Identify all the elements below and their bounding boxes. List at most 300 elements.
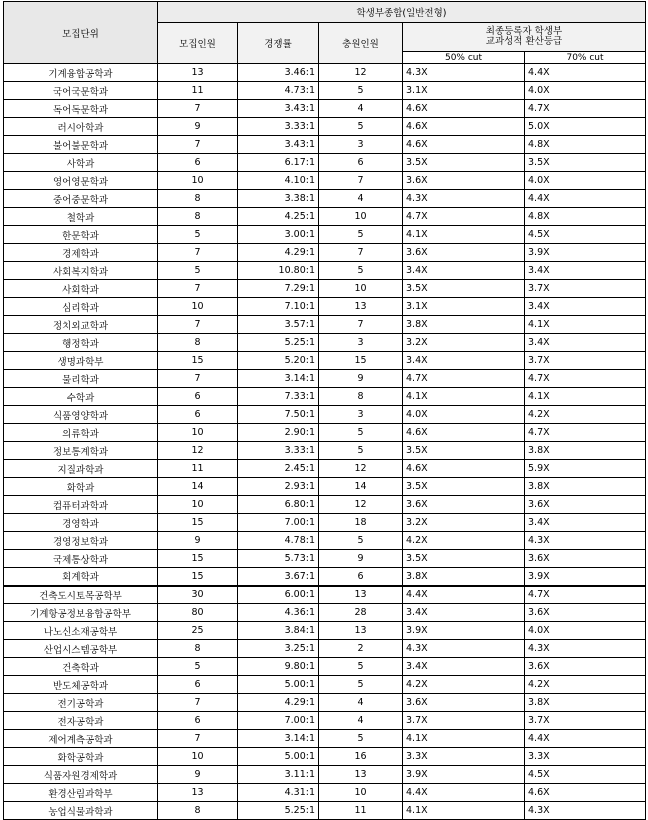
department-cell: 전자공학과 [4,712,158,730]
table-row [4,208,646,226]
department-cell: 기계항공정보융합공학부 [4,604,158,622]
grade50-cell: 4.7X [403,370,525,388]
grade70-cell: 4.1X [525,316,646,334]
header-grade-line2: 교과성적 환산등급 [485,36,563,47]
table-row [4,712,646,730]
rate-cell: 3.43:1 [238,136,319,154]
rate-cell: 6.17:1 [238,154,319,172]
department-cell: 화학과 [4,478,158,496]
table-row [4,694,646,712]
quota-cell: 5 [158,262,238,280]
grade50-cell: 4.0X [403,406,525,424]
extra-cell: 5 [319,82,403,100]
grade50-cell: 4.2X [403,532,525,550]
quota-cell: 9 [158,118,238,136]
rate-cell: 3.14:1 [238,730,319,748]
grade70-cell: 4.8X [525,208,646,226]
grade70-cell: 3.3X [525,748,646,766]
rate-cell: 3.46:1 [238,64,319,82]
table-row [4,64,646,82]
table-row [4,730,646,748]
quota-cell: 7 [158,316,238,334]
quota-cell: 10 [158,748,238,766]
extra-cell: 13 [319,766,403,784]
grade70-cell: 3.4X [525,514,646,532]
grade70-cell: 5.0X [525,118,646,136]
quota-cell: 15 [158,352,238,370]
grade70-cell: 3.6X [525,604,646,622]
quota-cell: 12 [158,442,238,460]
grade70-cell: 4.0X [525,622,646,640]
table-row [4,568,646,586]
department-cell: 반도체공학과 [4,676,158,694]
grade50-cell: 4.6X [403,460,525,478]
quota-cell: 8 [158,802,238,820]
table-row [4,424,646,442]
rate-cell: 7.10:1 [238,298,319,316]
department-cell: 사회복지학과 [4,262,158,280]
extra-cell: 16 [319,748,403,766]
grade70-cell: 4.0X [525,172,646,190]
table-row [4,262,646,280]
rate-cell: 7.00:1 [238,712,319,730]
rate-cell: 3.67:1 [238,568,319,586]
department-cell: 영어영문학과 [4,172,158,190]
grade70-cell: 3.6X [525,550,646,568]
table-row [4,82,646,100]
grade70-cell: 3.4X [525,262,646,280]
grade50-cell: 4.3X [403,640,525,658]
grade50-cell: 3.6X [403,694,525,712]
extra-cell: 5 [319,262,403,280]
department-cell: 경영학과 [4,514,158,532]
extra-cell: 10 [319,280,403,298]
rate-cell: 3.43:1 [238,100,319,118]
grade70-cell: 4.8X [525,136,646,154]
table-row [4,478,646,496]
grade50-cell: 3.4X [403,262,525,280]
department-cell: 중어중문학과 [4,190,158,208]
grade50-cell: 4.7X [403,208,525,226]
rate-cell: 4.73:1 [238,82,319,100]
extra-cell: 7 [319,316,403,334]
table-row [4,352,646,370]
grade50-cell: 3.6X [403,496,525,514]
quota-cell: 15 [158,550,238,568]
department-cell: 컴퓨터과학과 [4,496,158,514]
table-row [4,460,646,478]
grade70-cell: 4.5X [525,226,646,244]
extra-cell: 5 [319,442,403,460]
rate-cell: 3.33:1 [238,442,319,460]
extra-cell: 8 [319,388,403,406]
grade70-cell: 4.7X [525,100,646,118]
table-row [4,388,646,406]
grade50-cell: 3.2X [403,334,525,352]
quota-cell: 10 [158,424,238,442]
extra-cell: 7 [319,244,403,262]
grade50-cell: 3.3X [403,748,525,766]
extra-cell: 9 [319,370,403,388]
grade50-cell: 3.2X [403,514,525,532]
table-row [4,622,646,640]
grade50-cell: 3.8X [403,316,525,334]
quota-cell: 7 [158,694,238,712]
grade50-cell: 4.1X [403,226,525,244]
grade70-cell: 3.9X [525,244,646,262]
grade50-cell: 3.5X [403,154,525,172]
table-row [4,118,646,136]
table-row [4,784,646,802]
grade70-cell: 4.3X [525,802,646,820]
admission-results-table [3,1,646,820]
rate-cell: 3.57:1 [238,316,319,334]
department-cell: 러시아학과 [4,118,158,136]
grade50-cell: 4.1X [403,388,525,406]
grade70-cell: 3.7X [525,712,646,730]
extra-cell: 10 [319,208,403,226]
extra-cell: 3 [319,334,403,352]
grade50-cell: 3.5X [403,550,525,568]
header-grade-line1: 최종등록자 학생부 [485,26,563,37]
department-cell: 화학공학과 [4,748,158,766]
department-cell: 기계융합공학과 [4,64,158,82]
grade70-cell: 4.3X [525,640,646,658]
rate-cell: 5.25:1 [238,334,319,352]
table-row [4,640,646,658]
grade70-cell: 4.7X [525,586,646,604]
rate-cell: 7.29:1 [238,280,319,298]
extra-cell: 14 [319,478,403,496]
rate-cell: 4.10:1 [238,172,319,190]
quota-cell: 6 [158,676,238,694]
table-row [4,316,646,334]
header-rate: 경쟁률 [238,23,319,64]
quota-cell: 8 [158,640,238,658]
department-cell: 심리학과 [4,298,158,316]
grade50-cell: 3.1X [403,298,525,316]
quota-cell: 13 [158,784,238,802]
extra-cell: 13 [319,298,403,316]
extra-cell: 4 [319,712,403,730]
rate-cell: 4.29:1 [238,694,319,712]
grade50-cell: 4.3X [403,64,525,82]
quota-cell: 15 [158,514,238,532]
header-cut50: 50% cut [403,52,525,64]
extra-cell: 13 [319,622,403,640]
department-cell: 국어국문학과 [4,82,158,100]
grade70-cell: 3.9X [525,568,646,586]
grade70-cell: 3.6X [525,496,646,514]
quota-cell: 8 [158,190,238,208]
extra-cell: 5 [319,118,403,136]
department-cell: 행정학과 [4,334,158,352]
table-row [4,172,646,190]
grade50-cell: 3.4X [403,604,525,622]
grade70-cell: 3.4X [525,334,646,352]
rate-cell: 9.80:1 [238,658,319,676]
extra-cell: 5 [319,676,403,694]
quota-cell: 9 [158,532,238,550]
department-cell: 정보통계학과 [4,442,158,460]
department-cell: 경영정보학과 [4,532,158,550]
department-cell: 제어계측공학과 [4,730,158,748]
grade50-cell: 3.7X [403,712,525,730]
department-cell: 나노신소재공학부 [4,622,158,640]
extra-cell: 2 [319,640,403,658]
extra-cell: 10 [319,784,403,802]
grade70-cell: 4.4X [525,64,646,82]
grade70-cell: 4.6X [525,784,646,802]
department-cell: 생명과학부 [4,352,158,370]
department-cell: 사회학과 [4,280,158,298]
department-cell: 식품영양학과 [4,406,158,424]
quota-cell: 25 [158,622,238,640]
quota-cell: 11 [158,82,238,100]
table-row [4,280,646,298]
quota-cell: 11 [158,460,238,478]
rate-cell: 5.20:1 [238,352,319,370]
grade70-cell: 3.7X [525,280,646,298]
grade70-cell: 3.6X [525,658,646,676]
grade70-cell: 4.3X [525,532,646,550]
table-row [4,154,646,172]
quota-cell: 13 [158,64,238,82]
grade50-cell: 4.3X [403,190,525,208]
quota-cell: 7 [158,370,238,388]
grade50-cell: 4.6X [403,100,525,118]
extra-cell: 28 [319,604,403,622]
grade70-cell: 3.8X [525,694,646,712]
rate-cell: 2.45:1 [238,460,319,478]
quota-cell: 7 [158,244,238,262]
table-row [4,532,646,550]
quota-cell: 8 [158,208,238,226]
department-cell: 농업식물과학과 [4,802,158,820]
rate-cell: 7.33:1 [238,388,319,406]
grade50-cell: 3.5X [403,442,525,460]
department-cell: 정치외교학과 [4,316,158,334]
rate-cell: 5.25:1 [238,802,319,820]
rate-cell: 3.38:1 [238,190,319,208]
table-row [4,802,646,820]
extra-cell: 3 [319,406,403,424]
rate-cell: 4.31:1 [238,784,319,802]
quota-cell: 7 [158,136,238,154]
extra-cell: 7 [319,172,403,190]
grade50-cell: 4.6X [403,118,525,136]
quota-cell: 8 [158,334,238,352]
department-cell: 독어독문학과 [4,100,158,118]
quota-cell: 7 [158,730,238,748]
extra-cell: 13 [319,586,403,604]
grade50-cell: 4.4X [403,586,525,604]
grade50-cell: 4.1X [403,802,525,820]
grade50-cell: 3.4X [403,658,525,676]
grade70-cell: 5.9X [525,460,646,478]
grade70-cell: 3.5X [525,154,646,172]
header-cut70: 70% cut [525,52,646,64]
quota-cell: 7 [158,100,238,118]
rate-cell: 3.33:1 [238,118,319,136]
grade70-cell: 4.1X [525,388,646,406]
table-row [4,550,646,568]
rate-cell: 3.14:1 [238,370,319,388]
rate-cell: 2.90:1 [238,424,319,442]
grade70-cell: 3.8X [525,478,646,496]
grade50-cell: 3.6X [403,172,525,190]
department-cell: 경제학과 [4,244,158,262]
rate-cell: 10.80:1 [238,262,319,280]
extra-cell: 4 [319,100,403,118]
header-grade [403,23,646,52]
table-row [4,658,646,676]
department-cell: 한문학과 [4,226,158,244]
department-cell: 건축학과 [4,658,158,676]
rate-cell: 7.50:1 [238,406,319,424]
rate-cell: 5.00:1 [238,748,319,766]
table-row [4,442,646,460]
extra-cell: 5 [319,532,403,550]
quota-cell: 6 [158,388,238,406]
extra-cell: 3 [319,136,403,154]
table-row [4,226,646,244]
department-cell: 지질과학과 [4,460,158,478]
grade70-cell: 4.4X [525,730,646,748]
extra-cell: 9 [319,550,403,568]
grade70-cell: 4.5X [525,766,646,784]
rate-cell: 3.11:1 [238,766,319,784]
rate-cell: 3.25:1 [238,640,319,658]
header-extra: 충원인원 [319,23,403,64]
rate-cell: 3.00:1 [238,226,319,244]
table-row [4,370,646,388]
rate-cell: 6.80:1 [238,496,319,514]
quota-cell: 7 [158,280,238,298]
grade50-cell: 3.5X [403,280,525,298]
department-cell: 철학과 [4,208,158,226]
quota-cell: 30 [158,586,238,604]
quota-cell: 5 [158,658,238,676]
table-row [4,136,646,154]
quota-cell: 6 [158,712,238,730]
department-cell: 산업시스템공학부 [4,640,158,658]
table-row [4,334,646,352]
department-cell: 수학과 [4,388,158,406]
extra-cell: 12 [319,64,403,82]
department-cell: 회계학과 [4,568,158,586]
extra-cell: 18 [319,514,403,532]
grade50-cell: 3.5X [403,478,525,496]
extra-cell: 4 [319,190,403,208]
rate-cell: 3.84:1 [238,622,319,640]
extra-cell: 5 [319,226,403,244]
table-body [4,64,646,820]
department-cell: 사학과 [4,154,158,172]
header-quota: 모집인원 [158,23,238,64]
extra-cell: 15 [319,352,403,370]
table-row [4,748,646,766]
grade50-cell: 4.4X [403,784,525,802]
extra-cell: 12 [319,460,403,478]
quota-cell: 6 [158,154,238,172]
grade50-cell: 3.4X [403,352,525,370]
table-row [4,190,646,208]
table-row [4,604,646,622]
extra-cell: 5 [319,658,403,676]
grade70-cell: 3.7X [525,352,646,370]
table-row [4,676,646,694]
grade70-cell: 3.8X [525,442,646,460]
rate-cell: 7.00:1 [238,514,319,532]
quota-cell: 15 [158,568,238,586]
table-row [4,496,646,514]
quota-cell: 10 [158,298,238,316]
rate-cell: 2.93:1 [238,478,319,496]
department-cell: 전기공학과 [4,694,158,712]
grade70-cell: 4.2X [525,676,646,694]
table-row [4,586,646,604]
rate-cell: 4.25:1 [238,208,319,226]
table-row [4,766,646,784]
table-row [4,406,646,424]
extra-cell: 12 [319,496,403,514]
rate-cell: 4.78:1 [238,532,319,550]
extra-cell: 5 [319,424,403,442]
header-unit: 모집단위 [4,2,158,64]
quota-cell: 10 [158,496,238,514]
rate-cell: 4.36:1 [238,604,319,622]
grade50-cell: 4.6X [403,424,525,442]
extra-cell: 6 [319,154,403,172]
grade70-cell: 4.7X [525,424,646,442]
extra-cell: 11 [319,802,403,820]
department-cell: 식품자원경제학과 [4,766,158,784]
grade50-cell: 4.2X [403,676,525,694]
rate-cell: 4.29:1 [238,244,319,262]
quota-cell: 5 [158,226,238,244]
rate-cell: 6.00:1 [238,586,319,604]
grade70-cell: 4.2X [525,406,646,424]
department-cell: 건축도시토목공학부 [4,586,158,604]
extra-cell: 6 [319,568,403,586]
grade70-cell: 4.7X [525,370,646,388]
grade70-cell: 4.4X [525,190,646,208]
quota-cell: 14 [158,478,238,496]
quota-cell: 10 [158,172,238,190]
department-cell: 물리학과 [4,370,158,388]
grade50-cell: 3.6X [403,244,525,262]
department-cell: 불어불문학과 [4,136,158,154]
table-row [4,298,646,316]
extra-cell: 4 [319,694,403,712]
rate-cell: 5.00:1 [238,676,319,694]
grade70-cell: 4.0X [525,82,646,100]
grade50-cell: 4.1X [403,730,525,748]
grade50-cell: 3.9X [403,622,525,640]
grade50-cell: 3.1X [403,82,525,100]
department-cell: 환경산림과학부 [4,784,158,802]
header-group: 학생부종합(일반전형) [158,2,646,23]
grade50-cell: 3.9X [403,766,525,784]
department-cell: 의류학과 [4,424,158,442]
rate-cell: 5.73:1 [238,550,319,568]
extra-cell: 5 [319,730,403,748]
quota-cell: 9 [158,766,238,784]
grade70-cell: 3.4X [525,298,646,316]
grade50-cell: 4.6X [403,136,525,154]
table-row [4,100,646,118]
